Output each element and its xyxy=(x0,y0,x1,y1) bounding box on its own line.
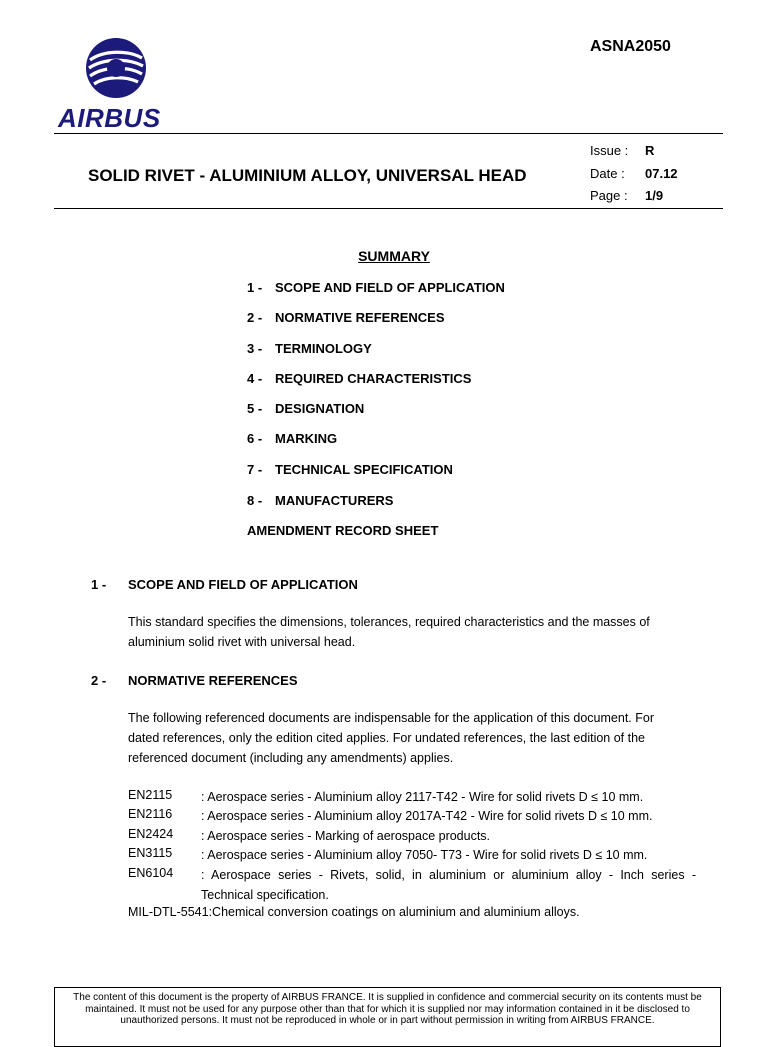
reference-text: : Aerospace series - Marking of aerospace products. xyxy=(201,829,491,843)
reference-text: : Aerospace series - Rivets, solid, in aluminium or aluminium alloy - Inch series - Technical specification. xyxy=(201,868,696,902)
reference-code: EN3115 xyxy=(128,846,173,860)
section-1-number: 1 - xyxy=(91,577,107,592)
issue-label: Issue : xyxy=(590,143,629,158)
toc-item-required-characteristics[interactable]: REQUIRED CHARACTERISTICS xyxy=(275,371,472,386)
toc-item-number: 7 - xyxy=(247,462,263,477)
toc-item-number: 4 - xyxy=(247,371,263,386)
document-title: SOLID RIVET - ALUMINIUM ALLOY, UNIVERSAL HEAD xyxy=(88,166,527,185)
document-number: ASNA2050 xyxy=(590,38,671,55)
page-value: 1/9 xyxy=(645,188,664,203)
reference-code: EN2116 xyxy=(128,807,173,821)
reference-code: EN2115 xyxy=(128,788,173,802)
section-1-title: SCOPE AND FIELD OF APPLICATION xyxy=(128,577,358,592)
reference-text: : Aerospace series - Aluminium alloy 2017A-T42 - Wire for solid rivets D ≤ 10 mm. xyxy=(201,809,653,823)
toc-item-manufacturers[interactable]: MANUFACTURERS xyxy=(275,493,394,508)
section-2-title: NORMATIVE REFERENCES xyxy=(128,673,298,688)
summary-title: SUMMARY xyxy=(358,248,430,264)
reference-text: : Aerospace series - Aluminium alloy 7050- T73 - Wire for solid rivets D ≤ 10 mm. xyxy=(201,848,648,862)
toc-item-normative-references[interactable]: NORMATIVE REFERENCES xyxy=(275,310,445,325)
date-label: Date : xyxy=(590,166,625,181)
mil-reference: MIL-DTL-5541:Chemical conversion coatings on aluminium and aluminium alloys. xyxy=(128,905,580,919)
header-top-rule xyxy=(54,133,723,134)
toc-item-terminology[interactable]: TERMINOLOGY xyxy=(275,341,372,356)
toc-item-number: 3 - xyxy=(247,341,263,356)
toc-item-marking[interactable]: MARKING xyxy=(275,431,338,446)
toc-item-scope[interactable]: SCOPE AND FIELD OF APPLICATION xyxy=(275,280,505,295)
toc-item-number: 5 - xyxy=(247,401,263,416)
toc-item-designation[interactable]: DESIGNATION xyxy=(275,401,365,416)
airbus-logo-text: AIRBUS xyxy=(58,103,161,133)
toc-item-number: 6 - xyxy=(247,431,263,446)
issue-value: R xyxy=(645,143,655,158)
date-value: 07.12 xyxy=(645,166,678,181)
airbus-logo-icon xyxy=(84,36,148,100)
reference-code: EN2424 xyxy=(128,827,174,841)
toc-item-number: 1 - xyxy=(247,280,263,295)
confidentiality-notice: The content of this document is the property of AIRBUS FRANCE. It is supplied in confidence and commercial security on its contents must be maintained. It must not be used for any purpose other than that for which it is supplied nor may information contained in it be disclosed to unauthorized persons. It must not be reproduced in whole or in part without permission in writing from AIRBUS FRANCE. xyxy=(54,987,721,1047)
toc-item-amendment-record[interactable]: AMENDMENT RECORD SHEET xyxy=(247,523,439,538)
header-bottom-rule xyxy=(54,208,723,209)
page-label: Page : xyxy=(590,188,628,203)
section-2-number: 2 - xyxy=(91,673,107,688)
section-1-paragraph: This standard specifies the dimensions, tolerances, required characteristics and the masses of aluminium solid rivet with universal head. xyxy=(128,615,650,649)
toc-item-number: 8 - xyxy=(247,493,263,508)
reference-text: : Aerospace series - Aluminium alloy 2117-T42 - Wire for solid rivets D ≤ 10 mm. xyxy=(201,790,644,804)
reference-code: EN6104 xyxy=(128,866,174,880)
section-2-paragraph: The following referenced documents are indispensable for the application of this document. For dated references, only the edition cited applies. For undated references, the last edition of the referenced document (including any amendments) applies. xyxy=(128,711,654,765)
toc-item-number: 2 - xyxy=(247,310,263,325)
toc-item-technical-specification[interactable]: TECHNICAL SPECIFICATION xyxy=(275,462,453,477)
